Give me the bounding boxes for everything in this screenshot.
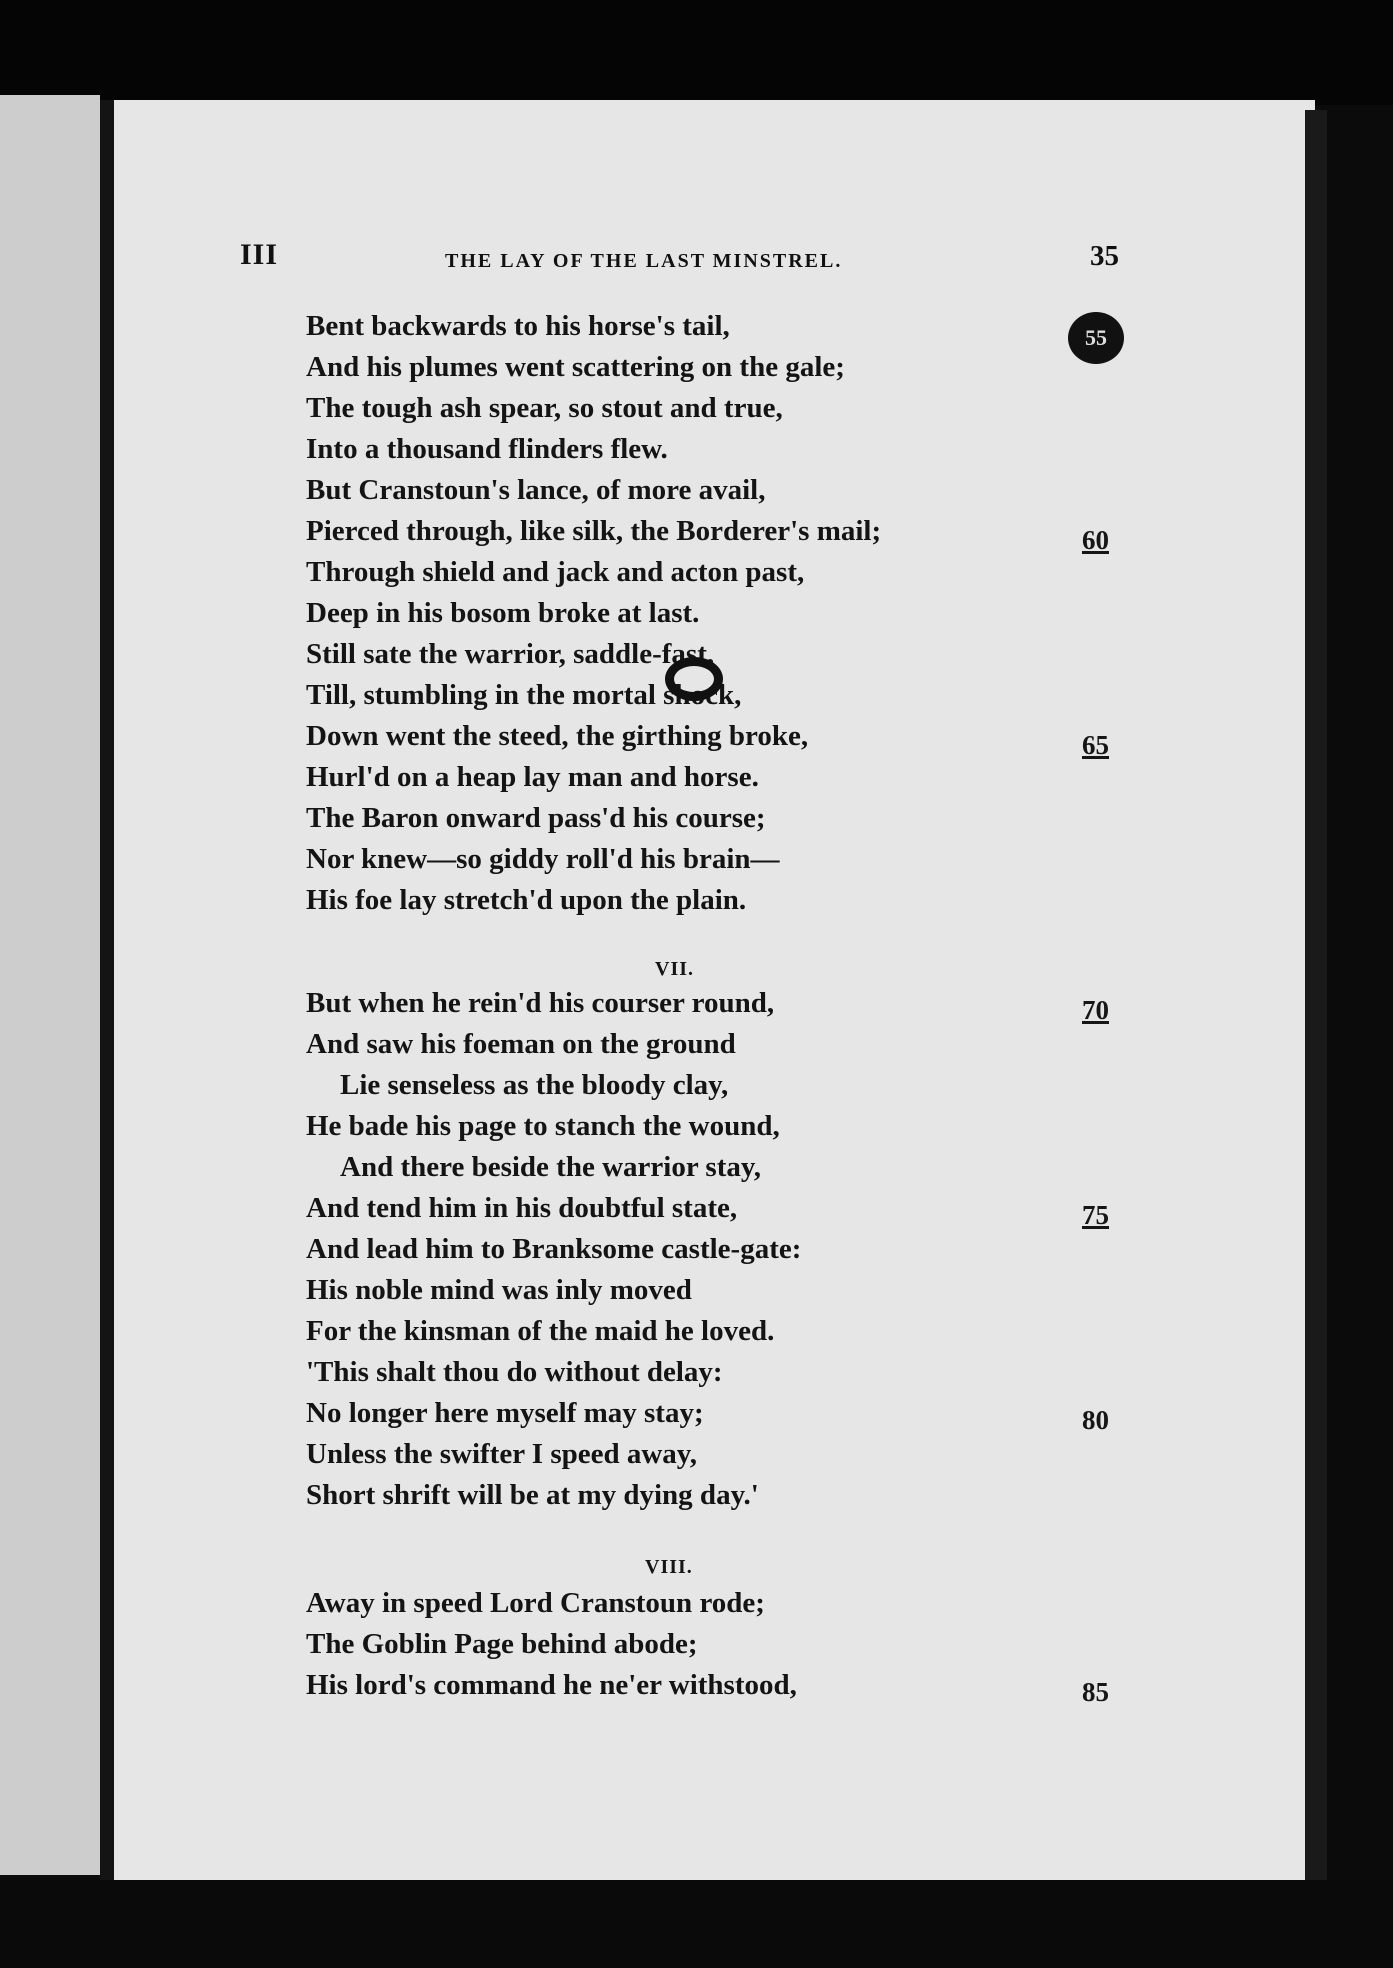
verse-line: Lie senseless as the bloody clay,: [340, 1069, 729, 1101]
verse-line: 'This shalt thou do without delay:: [306, 1356, 723, 1388]
canto-number: III: [240, 238, 279, 271]
verse-line: Nor knew—so giddy roll'd his brain—: [306, 843, 780, 875]
verse-line: For the kinsman of the maid he loved.: [306, 1315, 775, 1347]
line-number-85: 85: [1082, 1677, 1109, 1707]
verse-line: And his plumes went scattering on the gale;: [306, 351, 845, 383]
line-number-60: 60: [1082, 525, 1109, 555]
page-number: 35: [1090, 240, 1119, 272]
verse-line: And lead him to Branksome castle-gate:: [306, 1233, 802, 1265]
verse-line: But Cranstoun's lance, of more avail,: [306, 474, 766, 506]
verse-line: And tend him in his doubtful state,: [306, 1192, 738, 1224]
verse-line: His lord's command he ne'er withstood,: [306, 1669, 797, 1701]
verse-line: The tough ash spear, so stout and true,: [306, 392, 783, 424]
line-number-70: 70: [1082, 995, 1109, 1025]
facing-page-edge: [0, 95, 100, 1875]
page-right-edge: [1305, 110, 1327, 1890]
verse-line: Pierced through, like silk, the Borderer's mail;: [306, 515, 882, 547]
verse-line: Till, stumbling in the mortal shock,: [306, 679, 742, 711]
line-number-80: 80: [1082, 1405, 1109, 1435]
stanza-heading-viii: VIII.: [645, 1556, 693, 1578]
verse-line: Down went the steed, the girthing broke,: [306, 720, 809, 752]
verse-line: Bent backwards to his horse's tail,: [306, 310, 730, 342]
running-header: [240, 238, 1140, 278]
line-number-75: 75: [1082, 1200, 1109, 1230]
verse-line: Hurl'd on a heap lay man and horse.: [306, 761, 759, 793]
scan-background-top: [0, 0, 1393, 105]
verse-line: Away in speed Lord Cranstoun rode;: [306, 1587, 765, 1619]
verse-line: But when he rein'd his courser round,: [306, 987, 775, 1019]
verse-line: Unless the swifter I speed away,: [306, 1438, 697, 1470]
stanza-heading-vii: VII.: [655, 958, 695, 980]
verse-line: The Goblin Page behind abode;: [306, 1628, 698, 1660]
verse-line: He bade his page to stanch the wound,: [306, 1110, 780, 1142]
verse-line: Through shield and jack and acton past,: [306, 556, 805, 588]
verse-line: No longer here myself may stay;: [306, 1397, 704, 1429]
verse-line: And saw his foeman on the ground: [306, 1028, 736, 1060]
verse-line: And there beside the warrior stay,: [340, 1151, 762, 1183]
verse-line: Into a thousand flinders flew.: [306, 433, 668, 465]
verse-line: Deep in his bosom broke at last.: [306, 597, 700, 629]
book-title: THE LAY OF THE LAST MINSTREL.: [445, 250, 843, 272]
scan-background-bottom: [0, 1880, 1393, 1968]
verse-line: Short shrift will be at my dying day.': [306, 1479, 759, 1511]
line-number-65: 65: [1082, 730, 1109, 760]
verse-line: His foe lay stretch'd upon the plain.: [306, 884, 747, 916]
verse-line: His noble mind was inly moved: [306, 1274, 692, 1306]
verse-line: Still sate the warrior, saddle-fast,: [306, 638, 715, 670]
verse-line: The Baron onward pass'd his course;: [306, 802, 766, 834]
circled-line-number-55: 55: [1068, 312, 1124, 364]
ink-blot-mark: [665, 657, 723, 701]
